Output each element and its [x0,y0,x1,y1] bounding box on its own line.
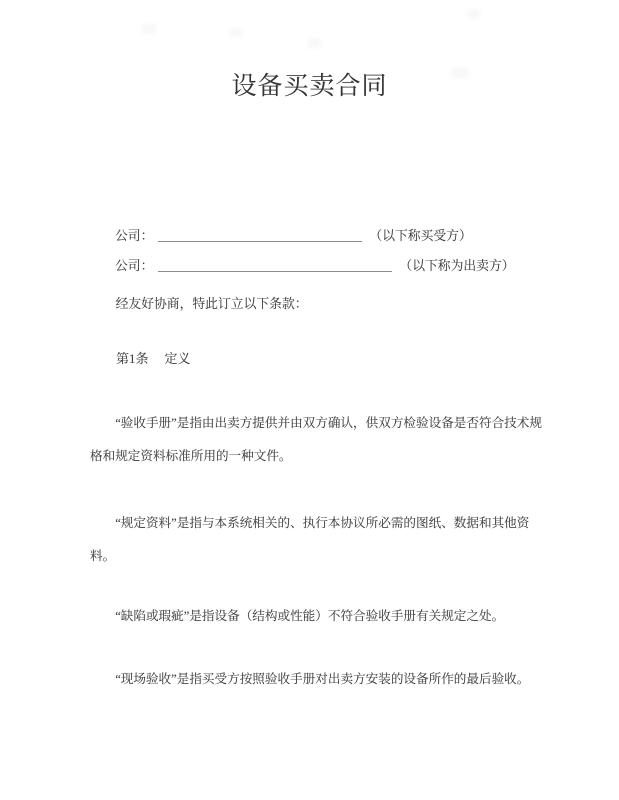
scan-artifact [230,28,242,37]
company-name-blank-line [158,228,362,242]
scan-artifact [308,38,321,48]
definition-specified-data: “规定资料”是指与本系统相关的、执行本协议所必需的图纸、数据和其他资料。 [90,516,530,563]
buyer-designation: （以下称买受方） [369,229,472,243]
article-1-heading [90,349,560,369]
company-label: 公司： [115,229,154,243]
seller-party-line [115,256,515,276]
definition-acceptance-manual: “验收手册”是指由出卖方提供并由双方确认，供双方检验设备是否符合技术规格和规定资料标准所用的一种文件。 [90,416,542,463]
article-number: 第1条 [116,351,149,366]
definition-site-acceptance: “现场验收”是指买受方按照验收手册对出卖方安装的设备所作的最后验收。 [115,672,530,686]
buyer-party-line [115,226,472,246]
company-name-blank-line [158,258,392,272]
document-title: 设备买卖合同 [231,73,388,100]
scan-artifact [142,24,156,34]
seller-designation: （以下称为出卖方） [399,259,515,273]
definition-defects: “缺陷或瑕疵”是指设备（结构或性能）不符合验收手册有关规定之处。 [115,609,505,623]
intro-clause: 经友好协商，特此订立以下条款： [115,297,308,311]
scan-artifact [468,10,480,19]
company-label: 公司： [115,259,154,273]
article-title: 定义 [164,351,191,366]
